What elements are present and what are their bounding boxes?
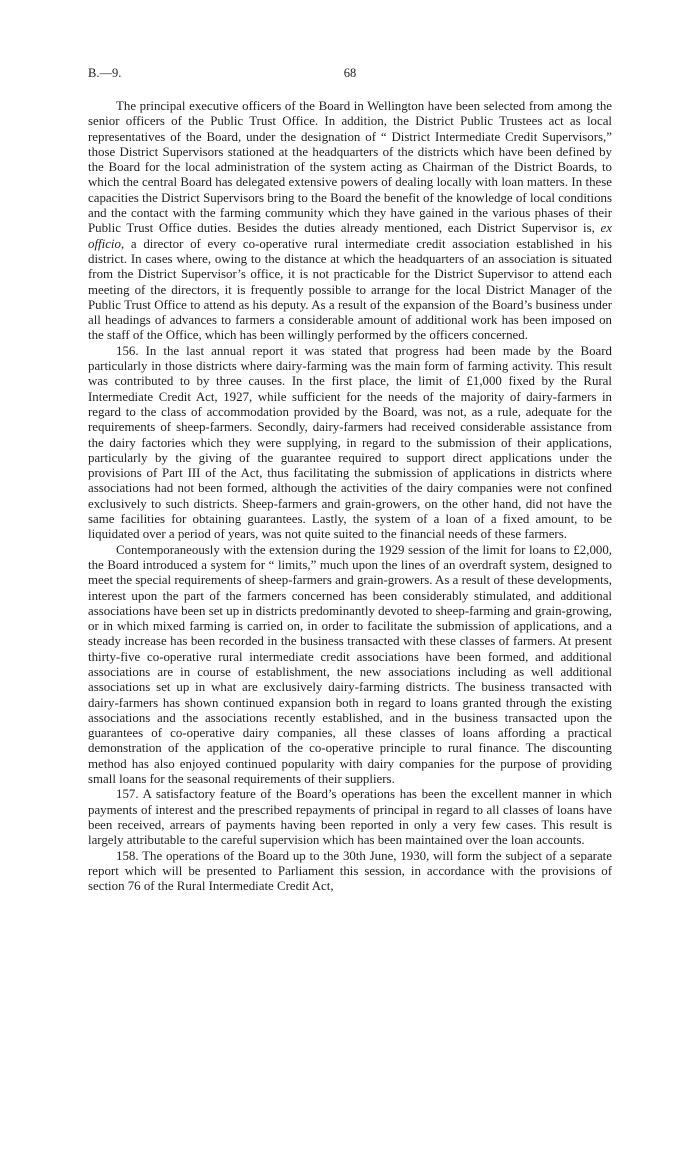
paragraph-officers-emphasis: ex officio — [88, 221, 612, 251]
page-number: 68 — [343, 66, 357, 80]
paragraph-officers — [88, 99, 612, 344]
paragraph-158: 158. The operations of the Board up to the 30th June, 1930, will form the subject of a separate report which will be presented to Parliament this session, in accordance with the provisions of section 76 of the Rural Intermediate Credit Act, — [88, 848, 612, 894]
paragraph-156: 156. In the last annual report it was stated that progress had been made by the Board particularly in those districts where dairy-farming was the main form of farming activity. This result was contributed to by three causes. In the first place, the limit of £1,000 fixed by the Rural Intermediate Credit Act, 1927, while sufficient for the needs of the majority of dairy-farmers in regard to the class of accommodation provided by the Board, was not, as a rule, adequate for the requirements of sheep-farmers. Secondly, dairy-farmers had received considerable assistance from the dairy factories which they were supplying, in regard to the submission of their applications, particularly by the giving of the guarantee required to support direct applications under the provisions of Part III of the Act, thus facilitating the submission of applications in districts where associations had not been formed, although the activities of the dairy companies were not confined exclusively to such districts. Sheep-farmers and grain-growers, on the other hand, did not have the same facilities for obtaining guarantees. Lastly, the system of a loan of a fixed amount, to be liquidated over a period of years, was not quite suited to the financial needs of these farmers. — [88, 343, 612, 542]
page-header — [88, 66, 612, 84]
paragraph-officers-text-2: , a director of every co-operative rural intermediate credit association established in his district. In cases where, owing to the distance at which the headquarters of an association is situated from the District Supervisor’s office, it is not practicable for the District Supervisor to attend each meeting of the directors, it is frequently possible to arrange for the local District Manager of the Public Trust Office to attend as his deputy. As a result of the expansion of the Board’s business under all headings of advances to farmers a considerable amount of additional work has been imposed on the staff of the Office, which has been willingly performed by the officers concerned. — [88, 236, 612, 343]
document-reference: B.—9. — [88, 66, 122, 80]
paragraph-contemporaneously: Contemporaneously with the extension during the 1929 session of the limit for loans to £2,000, the Board introduced a system for “ limits,” much upon the lines of an overdraft system, designed to meet the special requirements of sheep-farmers and grain-growers. As a result of these developments, interest upon the part of the farmers concerned has been considerably stimulated, and additional associations have been set up in districts predominantly devoted to sheep-farming and grain-growing, or in which mixed farming is carried on, in order to facilitate the submission of applications, and a steady increase has been recorded in the business transacted with these classes of farmers. At present thirty-five co-operative rural intermediate credit associations have been formed, and additional associations are in course of establishment, the new associations including as well additional associations set up in what are exclusively dairy-farming districts. The business transacted with dairy-farmers has shown continued expansion both in regard to loans granted through the existing associations and the associations recently established, and in the business transacted upon the guarantees of co-operative dairy companies, all these classes of loans affording a practical demonstration of the application of the co-operative principle to rural finance. The discounting method has also enjoyed continued popularity with dairy companies for the purpose of providing small loans for the seasonal requirements of their suppliers. — [88, 542, 612, 787]
paragraph-officers-text-1: The principal executive officers of the Board in Wellington have been selected from among the senior officers of the Public Trust Office. In addition, the District Public Trustees act as local representatives of the Board, under the designation of “ District Intermediate Credit Supervisors,” those District Supervisors stationed at the headquarters of the districts which have been defined by the Board for the local administration of the system acting as Chairman of the District Boards, to which the central Board has delegated extensive powers of dealing locally with loan matters. In these capacities the District Supervisors bring to the Board the benefit of the knowledge of local conditions and the contact with the farming community which they have gained in the various phases of their Public Trust Office duties. Besides the duties already mentioned, each District Supervisor is, — [88, 99, 612, 236]
paragraph-157: 157. A satisfactory feature of the Board’s operations has been the excellent manner in which payments of interest and the prescribed repayments of principal in regard to all classes of loans have been received, arrears of payments having been reported in only a very few cases. This result is largely attributable to the careful supervision which has been maintained over the loan accounts. — [88, 787, 612, 848]
body-text — [88, 99, 612, 894]
